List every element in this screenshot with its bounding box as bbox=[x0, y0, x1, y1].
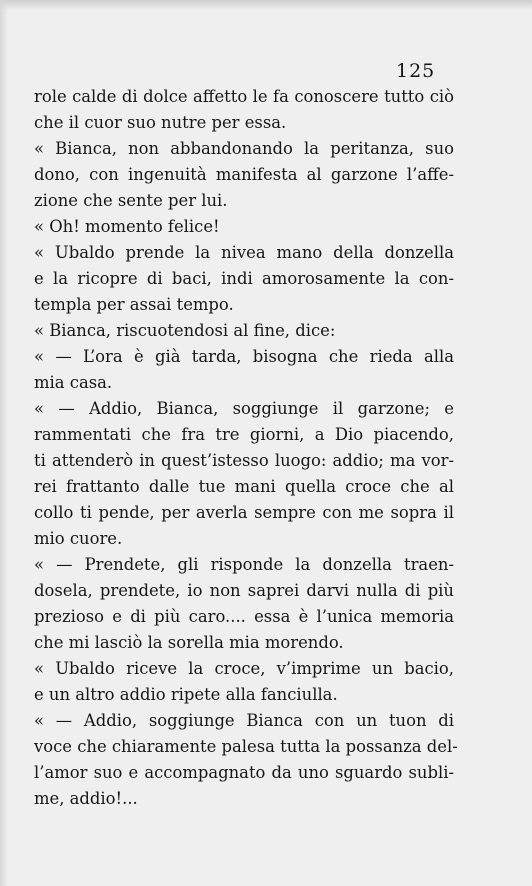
text-line: templa per assai tempo. bbox=[34, 295, 234, 314]
text-line: « Ubaldo prende la nivea mano della donzella bbox=[34, 243, 454, 262]
text-line: « Ubaldo riceve la croce, v’imprime un bacio, bbox=[34, 659, 454, 678]
text-line: role calde di dolce affetto le fa conoscere tutto ciò bbox=[34, 87, 454, 106]
text-line: « — Addio, soggiunge Bianca con un tuon di bbox=[34, 711, 454, 730]
text-line: voce che chiaramente palesa tutta la possanza del- bbox=[34, 737, 458, 756]
text-line: ti attenderò in quest’istesso luogo: addio; ma vor- bbox=[34, 451, 454, 470]
page-top-shadow bbox=[0, 0, 532, 10]
text-line: « Oh! momento felice! bbox=[34, 217, 220, 236]
text-line: « — Prendete, gli risponde la donzella traen- bbox=[34, 555, 454, 574]
text-line: dono, con ingenuità manifesta al garzone l’affe- bbox=[34, 165, 454, 184]
text-line: rammentati che fra tre giorni, a Dio piacendo, bbox=[34, 425, 454, 444]
page-left-edge bbox=[0, 0, 8, 886]
text-line: rei frattanto dalle tue mani quella croce che al bbox=[34, 477, 454, 496]
text-line: dosela, prendete, io non saprei darvi nulla di più bbox=[34, 581, 454, 600]
text-line: me, addio!... bbox=[34, 789, 138, 808]
body-text bbox=[34, 84, 458, 812]
text-line: zione che sente per lui. bbox=[34, 191, 228, 210]
text-line: collo ti pende, per averla sempre con me sopra il bbox=[34, 503, 454, 522]
text-line: mio cuore. bbox=[34, 529, 123, 548]
text-line: « — Addio, Bianca, soggiunge il garzone; e bbox=[34, 399, 454, 418]
text-line: « Bianca, non abbandonando la peritanza, suo bbox=[34, 139, 454, 158]
text-line: mia casa. bbox=[34, 373, 113, 392]
text-line: che mi lasciò la sorella mia morendo. bbox=[34, 633, 344, 652]
text-line: prezioso e di più caro.... essa è l’unica memoria bbox=[34, 607, 454, 626]
text-line: « Bianca, riscuotendosi al fine, dice: bbox=[34, 321, 336, 340]
text-line: l’amor suo e accompagnato da uno sguardo subli- bbox=[34, 763, 454, 782]
page-number: 125 bbox=[396, 60, 436, 82]
text-line: e un altro addio ripete alla fanciulla. bbox=[34, 685, 338, 704]
text-line: che il cuor suo nutre per essa. bbox=[34, 113, 287, 132]
text-line: e la ricopre di baci, indi amorosamente la con- bbox=[34, 269, 454, 288]
text-line: « — L’ora è già tarda, bisogna che rieda alla bbox=[34, 347, 454, 366]
